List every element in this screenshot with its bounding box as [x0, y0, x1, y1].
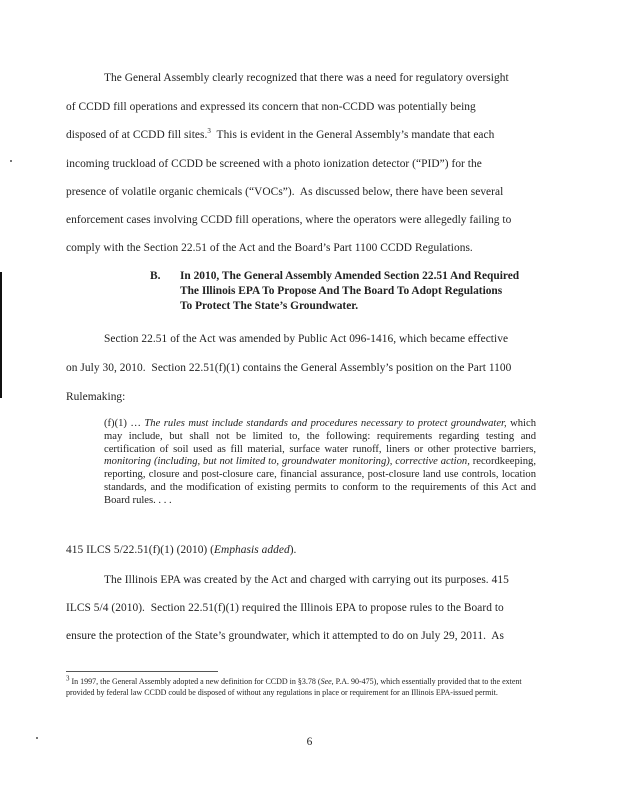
- footnote: [66, 676, 546, 698]
- quote-body-2: recordkeeping, reporting, closure and post-closure care, financial assurance, post-closure land use controls, location standards, and the modification of existing permits to conform to the requirements of this Act and Board rules. . . .: [104, 456, 536, 506]
- section-heading-line-3: To Protect The State’s Groundwater.: [180, 300, 359, 312]
- section-heading-letter: B.: [150, 270, 161, 282]
- paragraph-1-line-1: The General Assembly clearly recognized that there was a need for regulatory oversight: [104, 72, 509, 84]
- footnote-text-b: P.A. 90-475), which essentially provided that to the extent provided by federal law CCDD could be disposed of without any regulations in place or requirement for an Illinois EPA-issued permit.: [66, 677, 522, 697]
- quote-emphasis-2: monitoring (including, but not limited to, groundwater monitoring), corrective action,: [104, 456, 470, 468]
- paragraph-1-line-5: presence of volatile organic chemicals (“VOCs”). As discussed below, there have been several: [66, 186, 504, 198]
- citation-tail: ).: [289, 544, 297, 556]
- paragraph-3-line-2: ILCS 5/4 (2010). Section 22.51(f)(1) required the Illinois EPA to propose rules to the Board to: [66, 602, 504, 614]
- citation-emphasis: Emphasis added: [214, 544, 290, 556]
- footnote-separator: [66, 671, 218, 672]
- paragraph-1-line-4: incoming truckload of CCDD be screened with a photo ionization detector (“PID”) for the: [66, 158, 482, 170]
- paragraph-1-line-6: enforcement cases involving CCDD fill operations, where the operators were allegedly failing to: [66, 214, 512, 226]
- footnote-reference: 3: [207, 127, 211, 136]
- footnote-see: See,: [320, 677, 334, 686]
- section-heading-line-1: In 2010, The General Assembly Amended Section 22.51 And Required: [180, 270, 520, 282]
- scan-margin-bar: [0, 272, 2, 398]
- paragraph-1-line-3-text: disposed of at CCDD fill sites.: [66, 129, 208, 141]
- paragraph-1-line-3-continuation: This is evident in the General Assembly’s mandate that each: [210, 129, 495, 141]
- paragraph-2-line-3: Rulemaking:: [66, 391, 126, 403]
- quote-body-1: which may include, but shall not be limited to, the following: requirements regarding testing and certification of soil used as fill material, surface water runoff, liners or other protective barriers,: [104, 418, 536, 455]
- scan-speck: [36, 737, 38, 739]
- paragraph-2-line-1: Section 22.51 of the Act was amended by Public Act 096-1416, which became effective: [104, 333, 509, 345]
- citation: [66, 544, 296, 556]
- section-heading-line-2: The Illinois EPA To Propose And The Board To Adopt Regulations: [180, 285, 503, 297]
- footnote-number: 3: [66, 674, 70, 683]
- paragraph-3-line-1: The Illinois EPA was created by the Act and charged with carrying out its purposes. 415: [104, 574, 509, 586]
- quote-intro: (f)(1) …: [104, 418, 145, 429]
- paragraph-1-line-2: of CCDD fill operations and expressed its concern that non-CCDD was potentially being: [66, 101, 476, 113]
- scan-speck: [10, 160, 12, 162]
- paragraph-1-line-3: [66, 129, 494, 141]
- paragraph-1-line-7: comply with the Section 22.51 of the Act and the Board’s Part 1100 CCDD Regulations.: [66, 242, 473, 254]
- page-number: 6: [306, 736, 313, 748]
- paragraph-2-line-2: on July 30, 2010. Section 22.51(f)(1) contains the General Assembly’s position on the Part 1100: [66, 362, 512, 374]
- quote-emphasis-1: The rules must include standards and procedures necessary to protect groundwater,: [144, 418, 507, 429]
- statute-block-quote: [104, 418, 536, 508]
- citation-text: 415 ILCS 5/22.51(f)(1) (2010) (: [66, 544, 215, 556]
- paragraph-3-line-3: ensure the protection of the State’s groundwater, which it attempted to do on July 29, 2011. As: [66, 630, 504, 642]
- footnote-text-a: In 1997, the General Assembly adopted a new definition for CCDD in §3.78 (: [69, 677, 321, 686]
